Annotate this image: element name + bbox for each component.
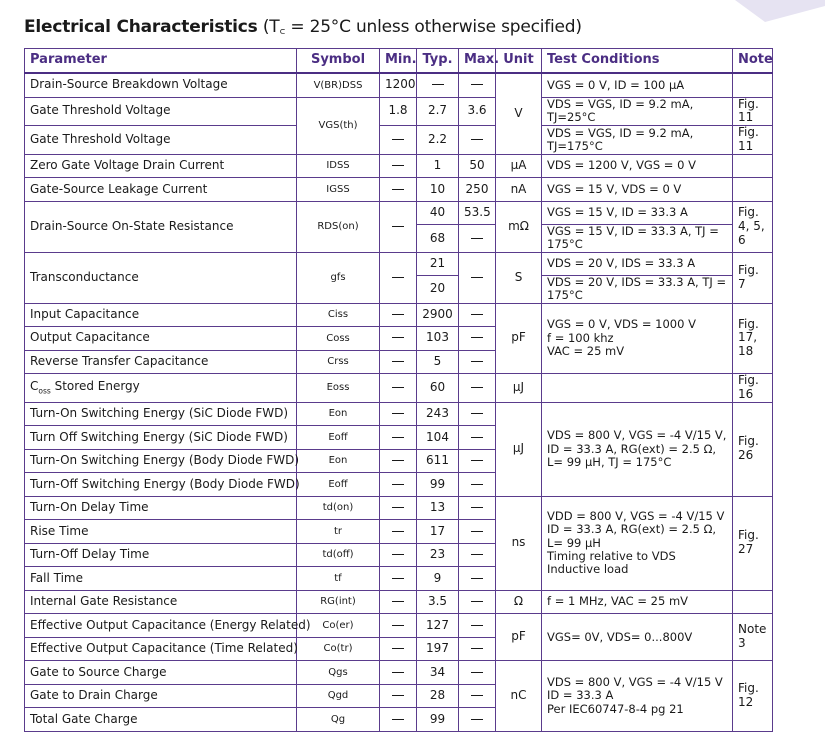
header-symbol: Symbol xyxy=(297,49,380,74)
min-cell xyxy=(380,303,417,327)
param-cell: Internal Gate Resistance xyxy=(25,590,297,614)
min-cell: 1.8 xyxy=(380,97,417,126)
param-cell: Turn-On Delay Time xyxy=(25,496,297,520)
condition-cell xyxy=(542,402,733,496)
corner-decoration xyxy=(705,0,825,22)
header-min: Min. xyxy=(380,49,417,74)
max-cell: 3.6 xyxy=(459,97,496,126)
title-text: Electrical Characteristics xyxy=(24,17,258,37)
header-typ: Typ. xyxy=(417,49,459,74)
note-cell: Fig. 16 xyxy=(733,374,773,403)
typ-cell: 20 xyxy=(417,276,459,303)
typ-cell: 611 xyxy=(417,449,459,473)
table-row xyxy=(25,73,773,97)
max-cell xyxy=(459,567,496,591)
symbol-cell: Eon xyxy=(297,402,380,426)
max-cell xyxy=(459,426,496,450)
max-cell xyxy=(459,708,496,732)
param-cell: Rise Time xyxy=(25,520,297,544)
max-cell: 50 xyxy=(459,154,496,178)
min-cell xyxy=(380,637,417,661)
typ-cell: 13 xyxy=(417,496,459,520)
note-cell: Fig. 11 xyxy=(733,126,773,155)
min-cell xyxy=(380,402,417,426)
param-cell: Transconductance xyxy=(25,252,297,303)
param-cell: Fall Time xyxy=(25,567,297,591)
condition-line: ID = 33.3 A, RG(ext) = 2.5 Ω, xyxy=(547,522,717,537)
typ-cell: 10 xyxy=(417,178,459,202)
min-cell xyxy=(380,590,417,614)
table-row xyxy=(25,97,773,126)
min-cell xyxy=(380,543,417,567)
max-cell xyxy=(459,225,496,252)
symbol-cell: tf xyxy=(297,567,380,591)
condition-line: ID = 33.3 A xyxy=(547,688,614,703)
param-cell: Gate to Drain Charge xyxy=(25,684,297,708)
typ-cell: 9 xyxy=(417,567,459,591)
symbol-cell: V(BR)DSS xyxy=(297,73,380,97)
param-cell: Drain-Source Breakdown Voltage xyxy=(25,73,297,97)
unit-cell: µA xyxy=(496,154,542,178)
condition-line: L= 99 µH, TJ = 175°C xyxy=(547,454,672,469)
param-cell: Effective Output Capacitance (Time Related) xyxy=(25,637,297,661)
typ-cell: 2900 xyxy=(417,303,459,327)
typ-cell: 2.2 xyxy=(417,126,459,155)
min-cell xyxy=(380,327,417,351)
min-cell xyxy=(380,154,417,178)
param-cell: Turn-Off Delay Time xyxy=(25,543,297,567)
max-cell xyxy=(459,520,496,544)
unit-cell: nC xyxy=(496,661,542,732)
param-cell: Gate to Source Charge xyxy=(25,661,297,685)
typ-cell: 34 xyxy=(417,661,459,685)
max-cell xyxy=(459,327,496,351)
page-title xyxy=(24,14,582,37)
typ-cell: 60 xyxy=(417,374,459,403)
param-cell: Turn-On Switching Energy (Body Diode FWD) xyxy=(25,449,297,473)
symbol-cell: Eon xyxy=(297,449,380,473)
condition-cell: VGS = 15 V, ID = 33.3 A, TJ = 175°C xyxy=(542,225,733,252)
max-cell xyxy=(459,303,496,327)
typ-cell: 3.5 xyxy=(417,590,459,614)
header-note: Note xyxy=(733,49,773,74)
unit-cell: ns xyxy=(496,496,542,590)
unit-cell: µJ xyxy=(496,402,542,496)
max-cell xyxy=(459,374,496,403)
max-cell xyxy=(459,684,496,708)
table-row xyxy=(25,126,773,155)
typ-cell: 21 xyxy=(417,252,459,276)
typ-cell: 99 xyxy=(417,473,459,497)
min-cell xyxy=(380,684,417,708)
symbol-cell: Crss xyxy=(297,350,380,374)
min-cell xyxy=(380,496,417,520)
header-unit: Unit xyxy=(496,49,542,74)
typ-cell: 99 xyxy=(417,708,459,732)
header-parameter: Parameter xyxy=(25,49,297,74)
note-cell xyxy=(733,590,773,614)
symbol-cell: Coss xyxy=(297,327,380,351)
min-cell xyxy=(380,708,417,732)
min-cell xyxy=(380,614,417,638)
max-cell xyxy=(459,73,496,97)
condition-line: L= 99 µH xyxy=(547,535,601,550)
param-cell: Reverse Transfer Capacitance xyxy=(25,350,297,374)
min-cell xyxy=(380,473,417,497)
note-cell xyxy=(733,178,773,202)
condition-line: Timing relative to VDS xyxy=(547,548,676,563)
min-cell xyxy=(380,201,417,252)
typ-cell: 17 xyxy=(417,520,459,544)
table-row xyxy=(25,374,773,403)
max-cell xyxy=(459,637,496,661)
param-cell: Output Capacitance xyxy=(25,327,297,351)
unit-cell: V xyxy=(496,73,542,154)
note-cell: Fig. 4, 5, 6 xyxy=(733,201,773,252)
table-row xyxy=(25,661,773,685)
param-cell: $C_{oss}$ Stored Energy xyxy=(25,374,297,403)
note-cell: Fig. 17, 18 xyxy=(733,303,773,374)
condition-cell: VDS = 20 V, IDS = 33.3 A, TJ = 175°C xyxy=(542,276,733,303)
table-row xyxy=(25,402,773,426)
min-cell xyxy=(380,178,417,202)
max-cell xyxy=(459,402,496,426)
condition-cell: VGS = 15 V, VDS = 0 V xyxy=(542,178,733,202)
header-max: Max. xyxy=(459,49,496,74)
typ-cell: 243 xyxy=(417,402,459,426)
param-cell: Turn Off Switching Energy (SiC Diode FWD) xyxy=(25,426,297,450)
max-cell xyxy=(459,590,496,614)
symbol-cell: Co(er) xyxy=(297,614,380,638)
min-cell xyxy=(380,126,417,155)
max-cell xyxy=(459,350,496,374)
typ-cell: 5 xyxy=(417,350,459,374)
typ-cell: 68 xyxy=(417,225,459,252)
table-row xyxy=(25,178,773,202)
max-cell: 53.5 xyxy=(459,201,496,225)
min-cell xyxy=(380,350,417,374)
symbol-cell: RG(int) xyxy=(297,590,380,614)
min-cell xyxy=(380,449,417,473)
min-cell xyxy=(380,426,417,450)
symbol-cell: Eoss xyxy=(297,374,380,403)
condition-cell xyxy=(542,303,733,374)
table-header-row xyxy=(25,49,773,74)
symbol-cell: td(on) xyxy=(297,496,380,520)
condition-cell xyxy=(542,661,733,732)
condition-cell: VGS= 0V, VDS= 0...800V xyxy=(542,614,733,661)
symbol-cell: Qgd xyxy=(297,684,380,708)
table-row xyxy=(25,154,773,178)
typ-cell: 103 xyxy=(417,327,459,351)
symbol-cell: Eoff xyxy=(297,473,380,497)
param-cell: Gate Threshold Voltage xyxy=(25,97,297,126)
condition-cell xyxy=(542,496,733,590)
unit-cell: mΩ xyxy=(496,201,542,252)
table-row xyxy=(25,252,773,276)
max-cell xyxy=(459,496,496,520)
max-cell xyxy=(459,614,496,638)
table-row xyxy=(25,614,773,638)
symbol-cell: tr xyxy=(297,520,380,544)
min-cell xyxy=(380,252,417,303)
condition-cell: VDS = 20 V, IDS = 33.3 A xyxy=(542,252,733,276)
max-cell xyxy=(459,252,496,303)
max-cell: 250 xyxy=(459,178,496,202)
note-cell: Fig. 27 xyxy=(733,496,773,590)
min-cell: 1200 xyxy=(380,73,417,97)
symbol-cell: gfs xyxy=(297,252,380,303)
unit-cell: nA xyxy=(496,178,542,202)
symbol-cell: Eoff xyxy=(297,426,380,450)
param-text: Stored Energy xyxy=(50,378,140,393)
condition-line: VDS = 800 V, VGS = -4 V/15 V xyxy=(547,675,723,690)
condition-cell: f = 1 MHz, VAC = 25 mV xyxy=(542,590,733,614)
symbol-cell: IGSS xyxy=(297,178,380,202)
symbol-cell: Qgs xyxy=(297,661,380,685)
unit-cell: pF xyxy=(496,614,542,661)
min-cell xyxy=(380,661,417,685)
typ-cell: 104 xyxy=(417,426,459,450)
max-cell xyxy=(459,449,496,473)
param-cell: Gate-Source Leakage Current xyxy=(25,178,297,202)
min-cell xyxy=(380,567,417,591)
symbol-cell: Ciss xyxy=(297,303,380,327)
symbol-cell: RDS(on) xyxy=(297,201,380,252)
unit-cell: Ω xyxy=(496,590,542,614)
min-cell xyxy=(380,520,417,544)
param-cell: Gate Threshold Voltage xyxy=(25,126,297,155)
condition-cell: VDS = VGS, ID = 9.2 mA, TJ=175°C xyxy=(542,126,733,155)
condition-line: f = 100 khz xyxy=(547,330,614,345)
typ-cell: 197 xyxy=(417,637,459,661)
symbol-cell: Co(tr) xyxy=(297,637,380,661)
table-row xyxy=(25,303,773,327)
note-cell: Note 3 xyxy=(733,614,773,661)
condition-line: VDD = 800 V, VGS = -4 V/15 V xyxy=(547,509,725,524)
symbol-cell: IDSS xyxy=(297,154,380,178)
param-cell: Turn-On Switching Energy (SiC Diode FWD) xyxy=(25,402,297,426)
typ-cell: 28 xyxy=(417,684,459,708)
note-cell xyxy=(733,73,773,97)
note-cell: Fig. 26 xyxy=(733,402,773,496)
param-cell: Input Capacitance xyxy=(25,303,297,327)
typ-cell: 23 xyxy=(417,543,459,567)
param-cell: Effective Output Capacitance (Energy Related) xyxy=(25,614,297,638)
typ-cell: 1 xyxy=(417,154,459,178)
min-cell xyxy=(380,374,417,403)
param-cell: Drain-Source On-State Resistance xyxy=(25,201,297,252)
unit-cell: pF xyxy=(496,303,542,374)
note-cell xyxy=(733,154,773,178)
param-subscript: oss xyxy=(38,386,51,396)
note-cell: Fig. 7 xyxy=(733,252,773,303)
symbol-cell: td(off) xyxy=(297,543,380,567)
param-cell: Zero Gate Voltage Drain Current xyxy=(25,154,297,178)
typ-cell: 40 xyxy=(417,201,459,225)
max-cell xyxy=(459,661,496,685)
condition-line: VAC = 25 mV xyxy=(547,343,625,358)
unit-cell: S xyxy=(496,252,542,303)
max-cell xyxy=(459,473,496,497)
condition-line: Per IEC60747-8-4 pg 21 xyxy=(547,701,684,716)
condition-line: VGS = 0 V, VDS = 1000 V xyxy=(547,317,696,332)
condition-line: ID = 33.3 A, RG(ext) = 2.5 Ω, xyxy=(547,441,717,456)
max-cell xyxy=(459,543,496,567)
typ-cell: 127 xyxy=(417,614,459,638)
condition-line: Inductive load xyxy=(547,561,629,576)
condition-line: VDS = 800 V, VGS = -4 V/15 V, xyxy=(547,428,727,443)
typ-cell xyxy=(417,73,459,97)
condition-cell: VDS = VGS, ID = 9.2 mA, TJ=25°C xyxy=(542,97,733,126)
unit-cell: µJ xyxy=(496,374,542,403)
param-cell: Turn-Off Switching Energy (Body Diode FWD) xyxy=(25,473,297,497)
symbol-cell: Qg xyxy=(297,708,380,732)
max-cell xyxy=(459,126,496,155)
condition-cell: VDS = 1200 V, VGS = 0 V xyxy=(542,154,733,178)
typ-cell: 2.7 xyxy=(417,97,459,126)
note-cell: Fig. 12 xyxy=(733,661,773,732)
symbol-cell: VGS(th) xyxy=(297,97,380,154)
condition-cell: VGS = 15 V, ID = 33.3 A xyxy=(542,201,733,225)
title-condition: (T꜀ = 25°C unless otherwise specified) xyxy=(262,17,582,37)
electrical-characteristics-table xyxy=(24,48,773,732)
condition-cell: VGS = 0 V, ID = 100 µA xyxy=(542,73,733,97)
header-test-conditions: Test Conditions xyxy=(542,49,733,74)
note-cell: Fig. 11 xyxy=(733,97,773,126)
condition-cell xyxy=(542,374,733,403)
param-cell: Total Gate Charge xyxy=(25,708,297,732)
table-row xyxy=(25,201,773,225)
table-row xyxy=(25,590,773,614)
table-row xyxy=(25,496,773,520)
